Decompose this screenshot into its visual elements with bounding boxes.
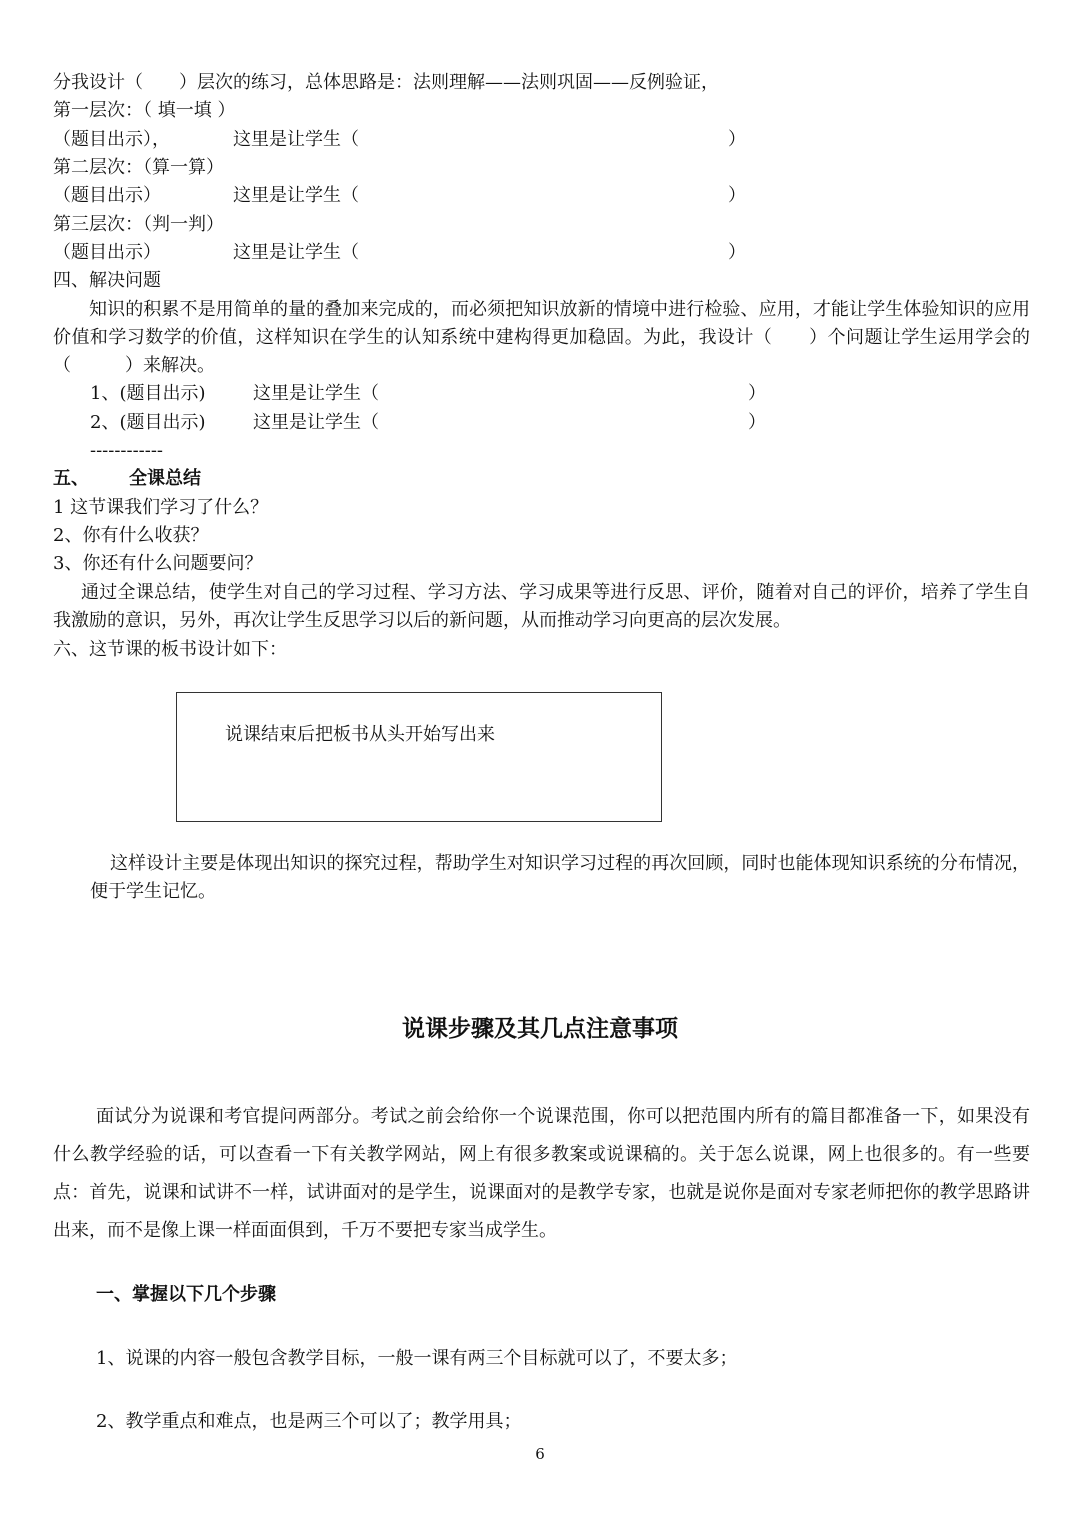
- level3-let-student: 这里是让学生（: [233, 242, 359, 263]
- dash-separator: ------------: [90, 440, 163, 461]
- steps-subheading: 一、掌握以下几个步骤: [96, 1284, 276, 1305]
- level3-title: 第三层次：（判一判）: [53, 214, 224, 235]
- article-intro-paragraph: 面试分为说课和考官提问两部分。考试之前会给你一个说课范围，你可以把范围内所有的篇目都准备一下，如果没有什么教学经验的话，可以查看一下有关教学网站，网上有很多教案或说课稿的。关于怎么说课，网上也很多的。有一些要点：首先，说课和试讲不一样，试讲面对的是学生，说课面对的是教学专家，也就是说你是面对专家老师把你的教学思路讲出来，而不是像上课一样面面俱到，千万不要把专家当成学生。: [53, 1106, 1030, 1241]
- section5-heading: 全课总结: [129, 468, 201, 489]
- level1-title: 第一层次：（ 填一填 ）: [53, 100, 236, 121]
- section4-paragraph: 知识的积累不是用简单的量的叠加来完成的，而必须把知识放新的情境中进行检验、应用，才能让学生体验知识的应用价值和学习数学的价值，这样知识在学生的认知系统中建构得更加稳固。为此，我设计（ ）个问题让学生运用学会的（ ）来解决。: [53, 299, 1030, 376]
- section6-heading: 六、这节课的板书设计如下：: [53, 639, 287, 660]
- page-number: 6: [535, 1445, 545, 1463]
- problem-1-text: 这里是让学生（: [253, 383, 379, 404]
- section4-heading: 四、解决问题: [53, 270, 161, 291]
- level2-let-student: 这里是让学生（: [233, 185, 359, 206]
- step-2: 2、教学重点和难点，也是两三个可以了；教学用具；: [96, 1411, 522, 1432]
- level3-close-paren: ）: [728, 242, 746, 263]
- level3-item: （题目出示）: [53, 242, 161, 263]
- blackboard-box-text: 说课结束后把板书从头开始写出来: [225, 724, 495, 745]
- problem-1-close: ）: [748, 383, 766, 404]
- summary-question-3: 3、你还有什么问题要问？: [53, 553, 263, 574]
- level2-title: 第二层次：（算一算）: [53, 157, 224, 178]
- problem-1-label: 1、(题目出示): [90, 383, 206, 404]
- problem-2-text: 这里是让学生（: [253, 412, 379, 433]
- level2-close-paren: ）: [728, 185, 746, 206]
- level1-let-student: 这里是让学生（: [233, 129, 359, 150]
- level1-close-paren: ）: [728, 129, 746, 150]
- summary-question-2: 2、你有什么收获？: [53, 525, 209, 546]
- step-1: 1、说课的内容一般包含教学目标，一般一课有两三个目标就可以了，不要太多；: [96, 1348, 738, 1369]
- level1-item: （题目出示），: [53, 129, 170, 150]
- section5-paragraph: 通过全课总结，使学生对自己的学习过程、学习方法、学习成果等进行反思、评价，随着对自己的评价，培养了学生自我激励的意识，另外，再次让学生反思学习以后的新问题，从而推动学习向更高的层次发展。: [53, 582, 1030, 631]
- article-title: 说课步骤及其几点注意事项: [402, 1016, 678, 1042]
- problem-2-label: 2、(题目出示): [90, 412, 206, 433]
- summary-question-1: 1 这节课我们学习了什么？: [53, 497, 269, 518]
- level2-item: （题目出示）: [53, 185, 161, 206]
- blackboard-design-box: [176, 692, 662, 822]
- section6-paragraph: 这样设计主要是体现出知识的探究过程，帮助学生对知识学习过程的再次回顾，同时也能体现知识系统的分布情况，便于学生记忆。: [90, 853, 1030, 902]
- practice-design-line: 分我设计（ ）层次的练习，总体思路是：法则理解——法则巩固——反例验证，: [53, 72, 719, 93]
- section5-number: 五、: [53, 468, 89, 489]
- problem-2-close: ）: [748, 412, 766, 433]
